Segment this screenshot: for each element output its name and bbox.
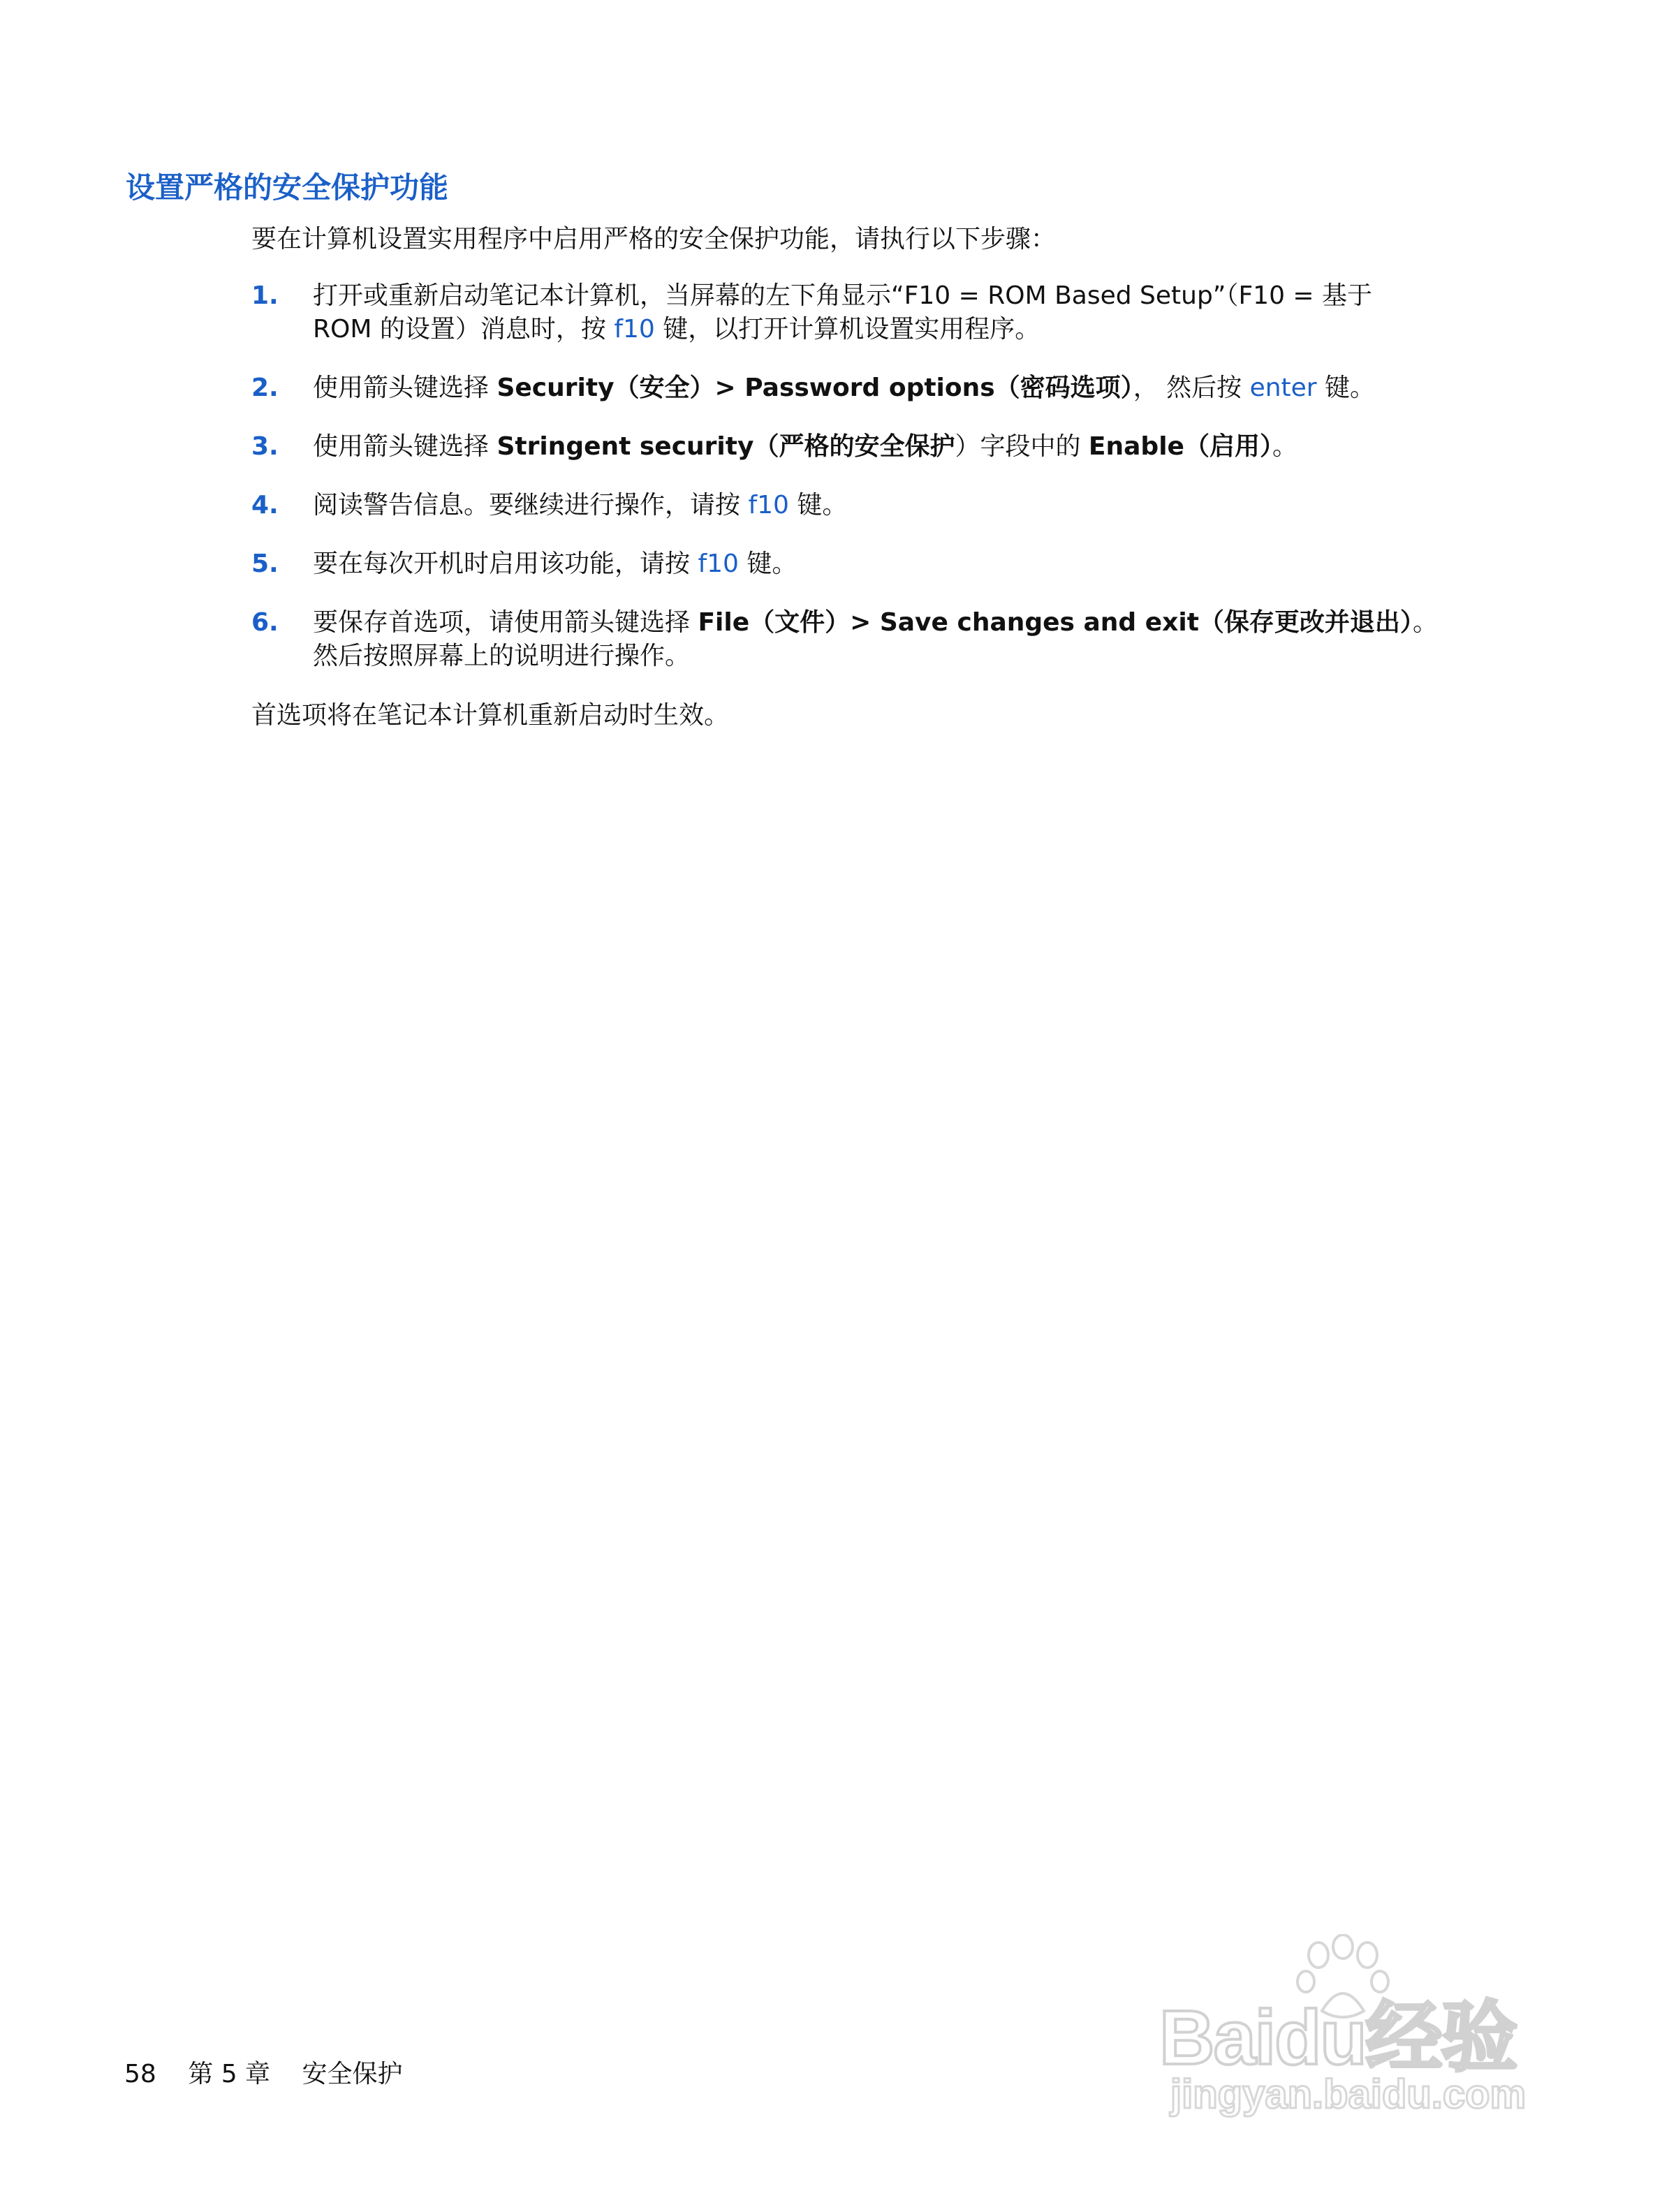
step-3 — [251, 430, 1508, 464]
page-footer — [124, 2054, 427, 2090]
step-text-line — [313, 489, 1508, 522]
step-text-continued — [313, 313, 1508, 346]
key-name: f10 — [748, 491, 789, 519]
step-text: 阅读警告信息。要继续进行操作，请按 — [313, 491, 749, 519]
step-1 — [251, 279, 1508, 346]
chapter-title: 安全保护 — [302, 2060, 403, 2088]
step-text: 键。 — [788, 491, 848, 519]
menu-path: Security（安全）> Password options（密码选项） — [497, 374, 1133, 402]
step-number: 2. — [251, 374, 279, 402]
section-title: 设置严格的安全保护功能 — [126, 170, 449, 205]
chapter-label: 第 5 章 — [188, 2060, 271, 2088]
step-text: ， 然后按 — [1133, 374, 1250, 402]
step-4 — [251, 489, 1508, 522]
step-text: 键，以打开计算机设置实用程序。 — [654, 315, 1040, 344]
key-name: f10 — [614, 315, 655, 344]
step-5 — [251, 547, 1508, 581]
steps-list — [251, 279, 1508, 698]
baidu-jingyan-watermark — [1159, 1934, 1550, 2130]
step-number: 6. — [251, 608, 279, 637]
key-name: f10 — [698, 550, 739, 578]
step-text: 要保存首选项，请使用箭头键选择 — [313, 608, 698, 637]
step-6 — [251, 606, 1508, 673]
step-text: 键。 — [1316, 374, 1376, 402]
step-text: 。 — [1272, 432, 1297, 461]
step-number: 4. — [251, 491, 279, 519]
menu-path: File（文件）> Save changes and exit（保存更改并退出） — [698, 608, 1413, 637]
step-number: 1. — [251, 281, 279, 310]
step-text: ）字段中的 — [955, 432, 1089, 461]
step-text-line — [313, 430, 1508, 464]
step-text: 要在每次开机时启用该功能，请按 — [313, 550, 698, 578]
step-text: 。 — [1412, 608, 1438, 637]
step-text-line — [313, 606, 1508, 640]
step-text: ROM 的设置）消息时，按 — [313, 315, 615, 344]
intro-text: 要在计算机设置实用程序中启用严格的安全保护功能，请执行以下步骤： — [251, 225, 1057, 253]
step-text: 使用箭头键选择 — [313, 432, 497, 461]
page-number: 58 — [124, 2060, 156, 2088]
option-name: Enable（启用） — [1088, 432, 1272, 461]
step-text-line — [313, 547, 1508, 581]
step-text: 键。 — [738, 550, 797, 578]
watermark-logo-text: Baidu经验 — [1159, 1995, 1517, 2081]
step-number: 5. — [251, 550, 279, 578]
step-text: 打开或重新启动笔记本计算机，当屏幕的左下角显示“F10 = ROM Based Setup”（F10 = 基于 — [313, 281, 1373, 310]
step-text: 然后按照屏幕上的说明进行操作。 — [313, 642, 691, 670]
closing-text: 首选项将在笔记本计算机重新启动时生效。 — [251, 701, 730, 730]
step-text: 使用箭头键选择 — [313, 374, 497, 402]
key-name: enter — [1249, 374, 1317, 402]
field-name: Stringent security（严格的安全保护 — [497, 432, 955, 461]
step-number: 3. — [251, 432, 279, 461]
step-2 — [251, 371, 1508, 405]
step-text-line — [313, 371, 1508, 405]
watermark-url: jingyan.baidu.com — [1170, 2072, 1527, 2117]
